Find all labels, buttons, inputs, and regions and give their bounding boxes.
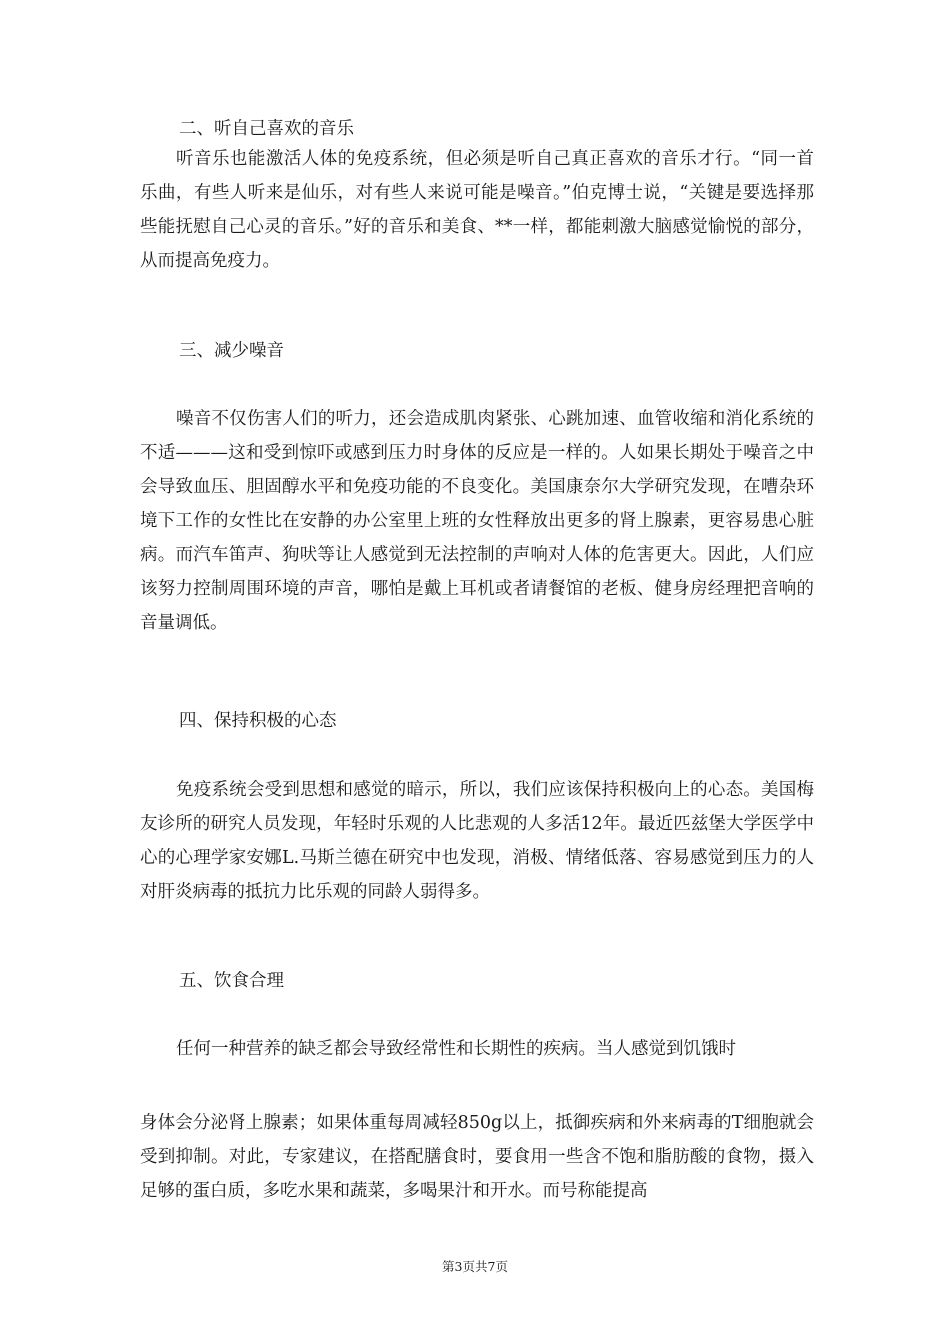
section-heading-noise: 三、减少噪音 bbox=[179, 341, 284, 361]
paragraph-noise: 噪音不仅伤害人们的听力，还会造成肌肉紧张、心跳加速、血管收缩和消化系统的不适———这和受到惊吓或感到压力时身体的反应是一样的。人如果长期处于噪音之中会导致血压、胆固醇水平和免疫功能的不良变化。美国康奈尔大学研究发现，在嘈杂环境下工作的女性比在安静的办公室里上班的女性释放出更多的肾上腺素，更容易患心脏病。而汽车笛声、狗吠等让人感觉到无法控制的声响对人体的危害更大。因此，人们应该努力控制周围环境的声音，哪怕是戴上耳机或者请餐馆的老板、健身房经理把音响的音量调低。 bbox=[140, 409, 814, 633]
paragraph-music: 听音乐也能激活人体的免疫系统，但必须是听自己真正喜欢的音乐才行。“同一首乐曲，有些人听来是仙乐，对有些人来说可能是噪音。”伯克博士说，“关键是要选择那些能抚慰自己心灵的音乐。”好的音乐和美食、**一样，都能刺激大脑感觉愉悦的部分，从而提高免疫力。 bbox=[140, 149, 814, 271]
paragraph-mindset: 免疫系统会受到思想和感觉的暗示，所以，我们应该保持积极向上的心态。美国梅友诊所的研究人员发现，年轻时乐观的人比悲观的人多活12年。最近匹兹堡大学医学中心的心理学家安娜L.马斯兰德在研究中也发现，消极、情绪低落、容易感觉到压力的人对肝炎病毒的抵抗力比乐观的同龄人弱得多。 bbox=[140, 780, 814, 902]
section-heading-mindset: 四、保持积极的心态 bbox=[179, 711, 337, 731]
section-heading-diet: 五、饮食合理 bbox=[179, 971, 284, 991]
page-number: 第3页共7页 bbox=[442, 1259, 508, 1274]
section-heading-music: 二、听自己喜欢的音乐 bbox=[179, 119, 354, 139]
paragraph-diet-start: 任何一种营养的缺乏都会导致经常性和长期性的疾病。当人感觉到饥饿时 bbox=[176, 1039, 736, 1059]
paragraph-diet-continued: 身体会分泌肾上腺素；如果体重每周减轻850g以上，抵御疾病和外来病毒的T细胞就会受到抑制。对此，专家建议，在搭配膳食时，要食用一些含不饱和脂肪酸的食物，摄入足够的蛋白质，多吃水果和蔬菜，多喝果汁和开水。而号称能提高 bbox=[140, 1113, 814, 1201]
